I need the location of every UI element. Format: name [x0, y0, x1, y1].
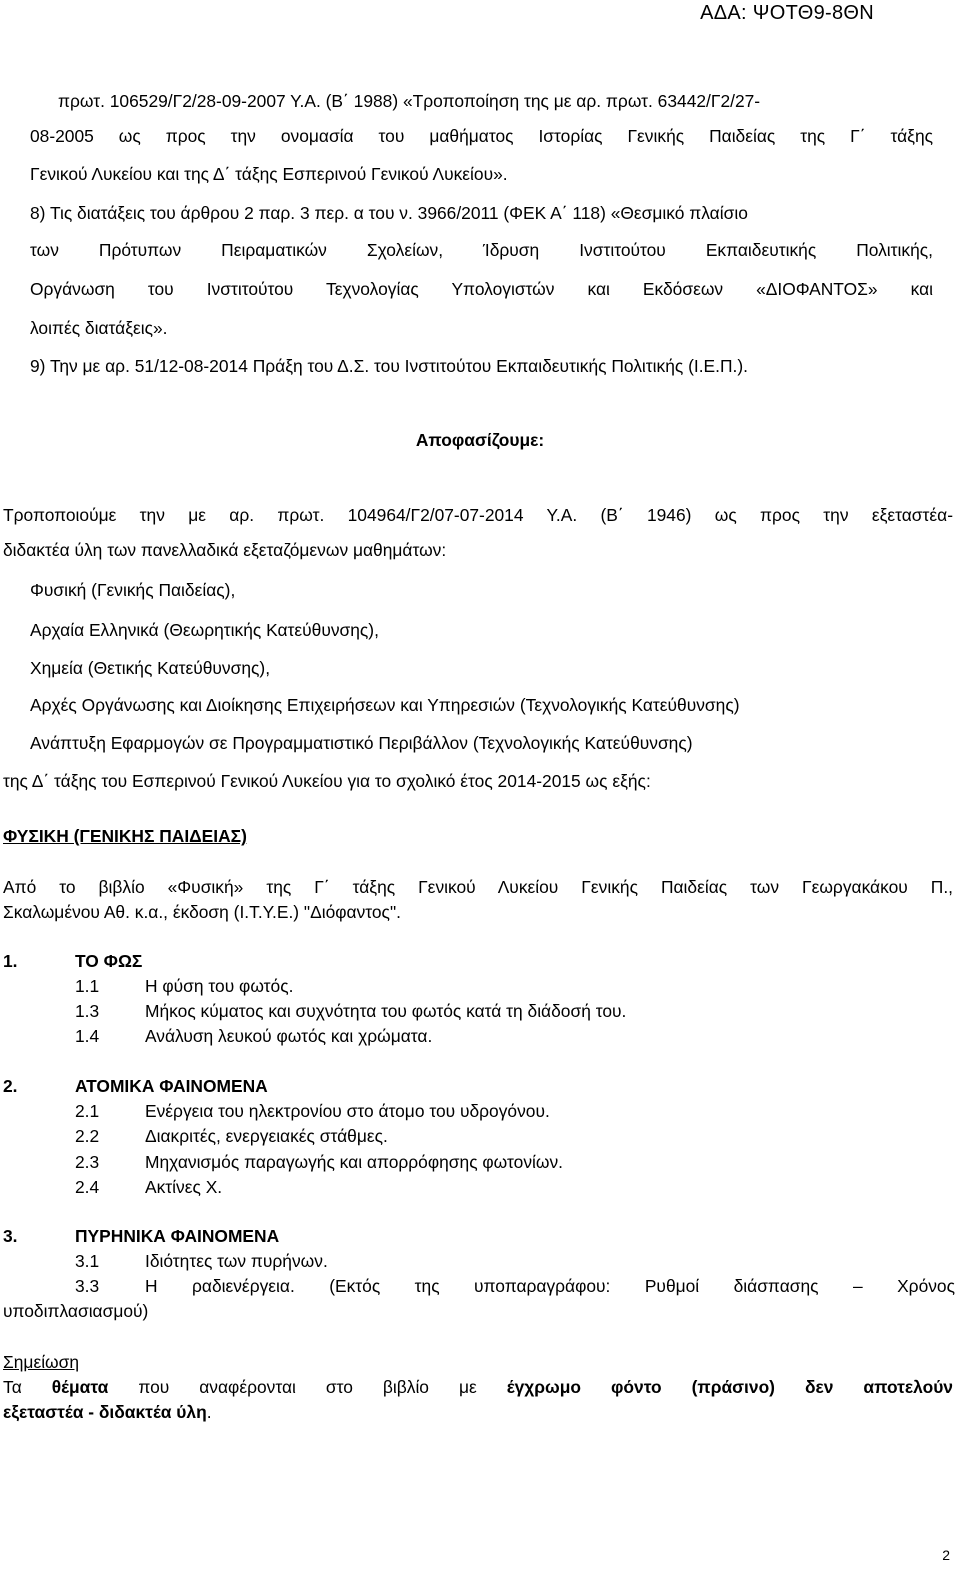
item-text: Ενέργεια του ηλεκτρονίου στο άτομο του υδρογόνου.: [145, 1101, 550, 1121]
decision-line: διδακτέα ύλη των πανελλαδικά εξεταζόμενων μαθημάτων:: [3, 540, 447, 560]
item-number: 2.3: [75, 1152, 100, 1172]
subject-item: Χημεία (Θετικής Κατεύθυνσης),: [30, 658, 271, 678]
note-text: Τα: [3, 1377, 22, 1397]
item-text: Ιδιότητες των πυρήνων.: [145, 1251, 328, 1271]
item-text: Ακτίνες Χ.: [145, 1177, 223, 1197]
physics-heading: ΦΥΣΙΚΗ (ΓΕΝΙΚΗΣ ΠΑΙΔΕΙΑΣ): [3, 826, 247, 846]
chapter-title: ΑΤΟΜΙΚΑ ΦΑΙΝΟΜΕΝΑ: [75, 1076, 268, 1096]
item-text: Διακριτές, ενεργειακές στάθμες.: [145, 1126, 388, 1146]
chapter-number: 2.: [3, 1076, 18, 1096]
subject-item: Αρχές Οργάνωσης και Διοίκησης Επιχειρήσεων και Υπηρεσιών (Τεχνολογικής Κατεύθυνσης): [30, 695, 740, 715]
item-text: Μήκος κύματος και συχνότητα του φωτός κατά τη διάδοσή του.: [145, 1001, 627, 1021]
item-number: 3.1: [75, 1251, 100, 1271]
item-text: Η φύση του φωτός.: [145, 976, 294, 996]
item-number: 1.1: [75, 976, 100, 996]
note-bold-text: έγχρωμο φόντο (πράσινο) δεν αποτελούν: [506, 1377, 953, 1397]
item-number: 2.2: [75, 1126, 100, 1146]
note-text: .: [206, 1402, 212, 1422]
item-number: 3.3: [75, 1276, 100, 1296]
preamble-line: λοιπές διατάξεις».: [30, 318, 168, 338]
decision-title: Αποφασίζουμε:: [415, 430, 545, 450]
subject-item: Φυσική (Γενικής Παιδείας),: [30, 580, 236, 600]
chapter-number: 3.: [3, 1226, 18, 1246]
item-text: Ανάλυση λευκού φωτός και χρώματα.: [145, 1026, 433, 1046]
item-number: 1.4: [75, 1026, 100, 1046]
decision-line: της Δ΄ τάξης του Εσπερινού Γενικού Λυκείου για το σχολικό έτος 2014-2015 ως εξής:: [3, 771, 651, 791]
decision-line: Τροποποιούμε την με αρ. πρωτ. 104964/Γ2/07-07-2014 Υ.Α. (Β΄ 1946) ως προς την εξεταστέα-: [3, 505, 953, 525]
item-continuation: υποδιπλασιασμού): [3, 1301, 149, 1321]
chapter-number: 1.: [3, 951, 18, 971]
preamble-line: πρωτ. 106529/Γ2/28-09-2007 Υ.Α. (Β΄ 1988) «Τροποποίηση της με αρ. πρωτ. 63442/Γ2/27-: [58, 91, 761, 111]
item-text: Η ραδιενέργεια. (Εκτός της υποπαραγράφου: Ρυθμοί διάσπασης – Χρόνος: [145, 1276, 955, 1296]
note-line: [3, 1377, 953, 1397]
subject-item: Αρχαία Ελληνικά (Θεωρητικής Κατεύθυνσης),: [30, 620, 379, 640]
preamble-line: Οργάνωση του Ινστιτούτου Τεχνολογίας Υπολογιστών και Εκδόσεων «ΔΙΟΦΑΝΤΟΣ» και: [30, 279, 933, 299]
preamble-line: 08-2005 ως προς την ονομασία του μαθήματος Ιστορίας Γενικής Παιδείας της Γ΄ τάξης: [30, 126, 933, 146]
subject-item: Ανάπτυξη Εφαρμογών σε Προγραμματιστικό Περιβάλλον (Τεχνολογικής Κατεύθυνσης): [30, 733, 693, 753]
preamble-item-9: 9) Την με αρ. 51/12-08-2014 Πράξη του Δ.Σ. του Ινστιτούτου Εκπαιδευτικής Πολιτικής (Ι.Ε.Π.).: [30, 356, 749, 376]
page-number: 2: [942, 1547, 950, 1563]
book-line: Σκαλωμένου Αθ. κ.α., έκδοση (Ι.Τ.Υ.Ε.) "Διόφαντος".: [3, 902, 401, 922]
chapter-title: ΤΟ ΦΩΣ: [75, 951, 143, 971]
preamble-line: των Πρότυπων Πειραματικών Σχολείων, Ίδρυση Ινστιτούτου Εκπαιδευτικής Πολιτικής,: [30, 240, 933, 260]
item-number: 2.4: [75, 1177, 100, 1197]
note-heading: Σημείωση: [3, 1352, 80, 1372]
note-bold-text: θέματα: [51, 1377, 109, 1397]
note-text: που αναφέρονται στο βιβλίο με: [138, 1377, 477, 1397]
preamble-item-8: 8) Τις διατάξεις του άρθρου 2 παρ. 3 περ. α του ν. 3966/2011 (ΦΕΚ Α΄ 118) «Θεσμικό πλαίσιο: [30, 203, 748, 223]
note-line: [3, 1402, 212, 1422]
item-number: 2.1: [75, 1101, 100, 1121]
item-text: Μηχανισμός παραγωγής και απορρόφησης φωτονίων.: [145, 1152, 563, 1172]
ada-header: ΑΔΑ: ΨΟΤΘ9-8ΘΝ: [700, 2, 874, 24]
chapter-title: ΠΥΡΗΝΙΚΑ ΦΑΙΝΟΜΕΝΑ: [75, 1226, 280, 1246]
item-number: 1.3: [75, 1001, 100, 1021]
note-bold-text: εξεταστέα - διδακτέα ύλη: [3, 1402, 207, 1422]
preamble-line: Γενικού Λυκείου και της Δ΄ τάξης Εσπερινού Γενικού Λυκείου».: [30, 164, 508, 184]
book-line: Από το βιβλίο «Φυσική» της Γ΄ τάξης Γενικού Λυκείου Γενικής Παιδείας των Γεωργακάκου Π.,: [3, 877, 953, 897]
